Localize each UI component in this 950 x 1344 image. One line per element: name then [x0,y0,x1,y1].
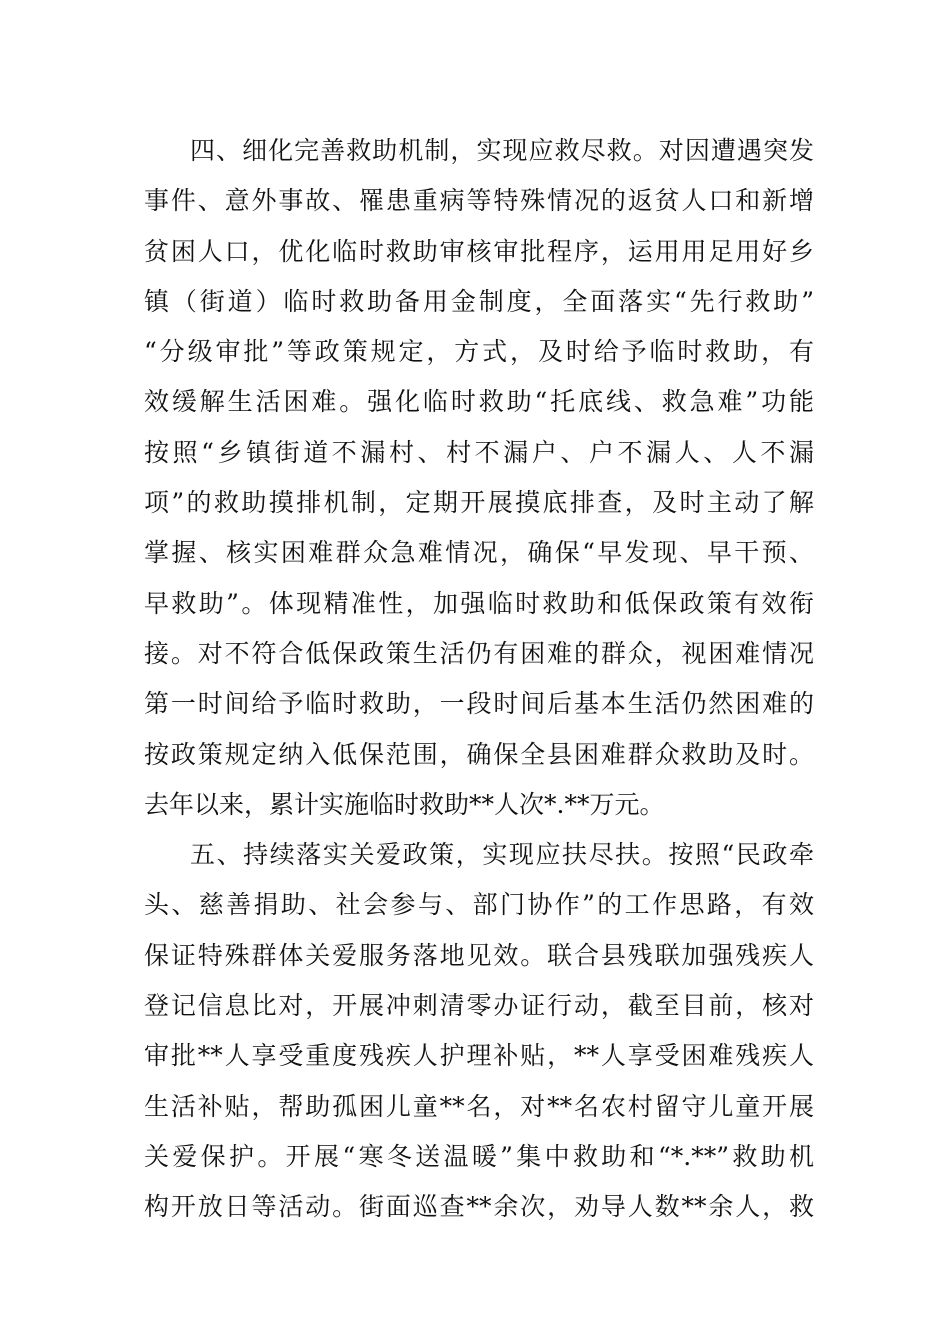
text-line: 接。对不符合低保政策生活仍有困难的群众，视困难情况 [144,638,814,668]
text-line: 按政策规定纳入低保范围，确保全县困难群众救助及时。 [144,739,814,769]
text-line: “分级审批”等政策规定，方式，及时给予临时救助，有 [144,337,814,367]
text-line: 早救助”。体现精准性，加强临时救助和低保政策有效衔 [144,588,814,618]
text-line: 审批**人享受重度残疾人护理补贴，**人享受困难残疾人 [144,1041,814,1071]
text-line: 生活补贴，帮助孤困儿童**名，对**名农村留守儿童开展 [144,1091,814,1121]
text-line: 构开放日等活动。街面巡查**余次，劝导人数**余人，救 [144,1192,814,1222]
text-line: 五、持续落实关爱政策，实现应扶尽扶。按照“民政牵 [190,840,814,870]
text-line: 第一时间给予临时救助，一段时间后基本生活仍然困难的 [144,689,814,719]
text-line: 掌握、核实困难群众急难情况，确保“早发现、早干预、 [144,538,814,568]
text-line: 镇（街道）临时救助备用金制度，全面落实“先行救助” [144,286,814,316]
text-line: 贫困人口，优化临时救助审核审批程序，运用用足用好乡 [144,236,814,266]
text-line: 事件、意外事故、罹患重病等特殊情况的返贫人口和新增 [144,186,814,216]
document-body [144,126,814,1233]
paragraph-5 [144,830,814,1232]
text-line: 按照“乡镇街道不漏村、村不漏户、户不漏人、人不漏 [144,437,814,467]
text-line: 效缓解生活困难。强化临时救助“托底线、救急难”功能 [144,387,814,417]
text-line: 四、细化完善救助机制，实现应救尽救。对因遭遇突发 [190,136,814,165]
paragraph-4 [144,126,814,830]
text-line: 关爱保护。开展“寒冬送温暖”集中救助和“*.**”救助机 [144,1141,814,1171]
text-line: 去年以来，累计实施临时救助**人次*.**万元。 [144,789,665,819]
text-line: 项”的救助摸排机制，定期开展摸底排查，及时主动了解 [144,488,814,518]
text-line: 头、慈善捐助、社会参与、部门协作”的工作思路，有效 [144,890,814,920]
text-line: 登记信息比对，开展冲刺清零办证行动，截至目前，核对 [144,991,814,1021]
text-line: 保证特殊群体关爱服务落地见效。联合县残联加强残疾人 [144,940,814,970]
